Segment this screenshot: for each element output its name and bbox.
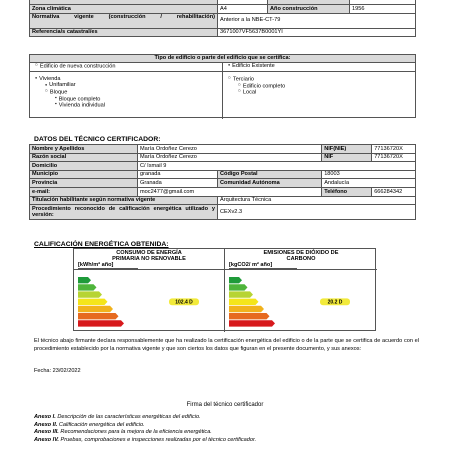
technician-table (29, 144, 416, 220)
city-label: Municipio (30, 170, 138, 179)
annex-text: Recomendaciones para la mejora de la eficiencia energética. (58, 429, 212, 436)
company-label: Razón social (30, 153, 138, 162)
annex-label: Anexo IV. (34, 436, 59, 443)
residential-options (30, 72, 223, 119)
annex-label: Anexo I. (34, 414, 56, 420)
name-label: Nombre y Apellidos (30, 145, 138, 154)
address-label: Domicilio (30, 162, 138, 171)
regulation-label: Normativa vigente (construcción / rehabilitación) (30, 13, 218, 28)
annex-item (34, 437, 256, 445)
emissions-panel (225, 249, 377, 332)
signature-label: Firma del técnico certificador (186, 402, 264, 408)
opt-terciario: ○ Terciario (228, 76, 416, 83)
nif-label: NIF(NIE) (322, 145, 372, 154)
build-year-value: 1956 (350, 5, 416, 14)
declaration-text: El técnico abajo firmante declara responsablemente que ha realizado la certificación energética del edificio o de la parte que se certifica de acuerdo con el procedimiento establecido por la normativa vigente y que son ciertos los datos que figuran en el presente documento, y sus anexos: (34, 338, 419, 352)
tertiary-options (223, 72, 416, 119)
emissions-scale-bar (229, 299, 259, 305)
annex-text: Descripción de las características energéticas del edificio. (55, 414, 201, 420)
phone-value: 666284342 (372, 188, 416, 197)
cadastral-value: 3671007VF5637B0001YI (218, 28, 416, 37)
name-value: María Ordoñez Cerezo (138, 145, 322, 154)
opt-bloque: ○ Bloque (35, 89, 222, 96)
consumption-rating-value: 102.4 D (175, 299, 193, 306)
rating-title: CALIFICACIÓN ENERGÉTICA OBTENIDA: (34, 241, 169, 248)
emissions-scale-bar (229, 306, 264, 312)
opt-vivienda-individual: ▪ Vivienda individual (35, 102, 222, 109)
emissions-scale-bar (229, 277, 242, 283)
build-year-label: Año construcción (268, 5, 350, 14)
opt-bloque-completo: ▪ Bloque completo (35, 96, 222, 103)
nif-value: 77136720X (372, 145, 416, 154)
opt-unifamiliar: ● Unifamiliar (35, 82, 222, 88)
option-existing-label: Edificio Existente (232, 63, 275, 69)
annex-text: Calificación energética del edificio. (57, 421, 145, 428)
technician-title: DATOS DEL TÉCNICO CERTIFICADOR: (34, 136, 161, 143)
province-value: Granada (138, 179, 218, 188)
consumption-scale-bar (78, 284, 97, 290)
annex-item (34, 414, 256, 422)
consumption-scale-chart (74, 270, 225, 332)
opt-local: ○ Local (228, 89, 416, 96)
annex-label: Anexo II. (34, 421, 58, 428)
consumption-unit: [kWh/m² año] (78, 262, 138, 269)
option-existing-building (223, 63, 416, 72)
emissions-scale-bar (229, 291, 253, 297)
emissions-scale-bar (229, 313, 270, 319)
emissions-scale-chart (225, 270, 377, 332)
regulation-value: Anterior a la NBE-CT-79 (218, 13, 416, 28)
emissions-h1: EMISIONES DE DIÓXIDO DE (263, 250, 339, 256)
consumption-scale-bar (78, 313, 119, 319)
region-label: Comunidad Autónoma (218, 179, 322, 188)
emissions-scale-bar (229, 284, 248, 290)
zip-label: Código Postal (218, 170, 322, 179)
region-value: Andalucía (322, 179, 416, 188)
emissions-scale-bar (229, 320, 275, 326)
email-label: e-mail: (30, 188, 138, 197)
date-text: Fecha: 23/02/2022 (34, 368, 81, 374)
annex-label: Anexo III. (34, 429, 59, 436)
annex-list (34, 414, 256, 444)
nif2-label: NIF (322, 153, 372, 162)
address-value: C/ Ismail 9 (138, 162, 416, 171)
climate-zone-label: Zona climática (30, 5, 218, 14)
building-type-header: Tipo de edificio o parte del edificio que se certifica: (30, 55, 415, 63)
building-data-table (29, 0, 416, 37)
emissions-rating-value: 20.2 D (327, 299, 343, 306)
opt-edificio-completo: ○ Edificio completo (228, 83, 416, 90)
phone-label: Teléfono (322, 188, 372, 197)
annex-item (34, 429, 256, 437)
procedure-value: CEXv2.3 (218, 205, 416, 220)
cadastral-label: Referencia/s catastral/es (30, 28, 218, 37)
company-value: María Ordoñez Cerezo (138, 153, 322, 162)
degree-label: Titulación habilitante según normativa vigente (30, 196, 218, 205)
emissions-header (225, 249, 377, 263)
nif2-value: 77136720X (372, 153, 416, 162)
city-value: granada (138, 170, 218, 179)
consumption-scale-bar (78, 299, 108, 305)
email-value: moc2477@gmail.com (138, 188, 322, 197)
consumption-scale-bar (78, 320, 124, 326)
climate-zone-value: A4 (218, 5, 268, 14)
consumption-h2: PRIMARIA NO RENOVABLE (112, 256, 186, 263)
option-new-building (30, 63, 223, 72)
consumption-panel (74, 249, 225, 332)
annex-text: Pruebas, comprobaciones e inspecciones realizadas por el técnico certificador. (58, 436, 257, 443)
consumption-header (74, 249, 224, 263)
building-type-box (29, 54, 416, 118)
consumption-h1: CONSUMO DE ENERGÍA (116, 250, 182, 256)
option-new-label: Edificio de nueva construcción (39, 63, 116, 70)
annex-item (34, 422, 256, 430)
zip-value: 18003 (322, 170, 416, 179)
procedure-label: Procedimiento reconocido de calificación energética utilizado y versión: (30, 205, 218, 220)
degree-value: Arquitectura Técnica (218, 196, 416, 205)
emissions-h2: CARBONO (286, 256, 316, 263)
opt-vivienda: ● Vivienda (35, 76, 222, 82)
emissions-unit: [kgCO2/ m² año] (229, 262, 297, 269)
consumption-scale-bar (78, 306, 113, 312)
consumption-scale-bar (78, 291, 102, 297)
consumption-scale-bar (78, 277, 91, 283)
rating-box (73, 248, 376, 331)
province-label: Provincia (30, 179, 138, 188)
